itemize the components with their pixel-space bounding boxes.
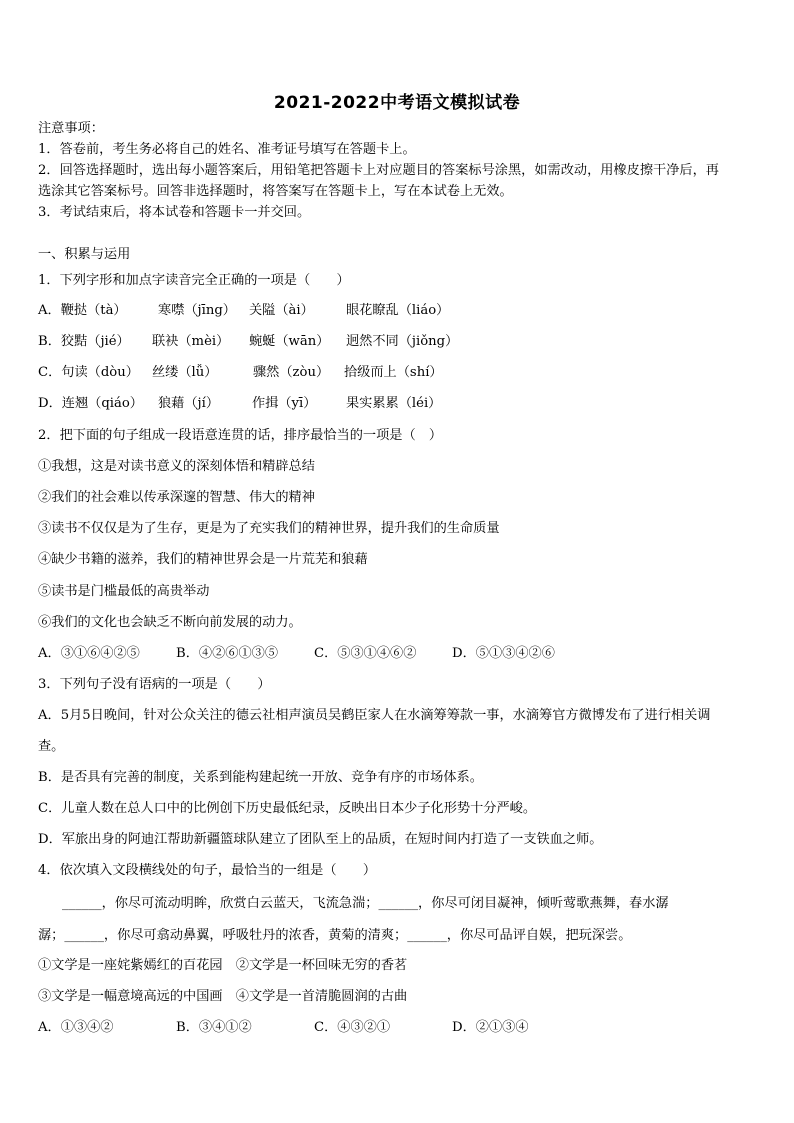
question-4-items: ①文学是一座姹紫嫣红的百花园 ②文学是一杯回味无穷的香茗 xyxy=(38,958,408,973)
note-item-2-cont: 选涂其它答案标号。回答非选择题时，将答案写在答题卡上，写在本试卷上无效。 xyxy=(38,184,513,199)
option-word: 作揖（yī） xyxy=(252,396,317,411)
question-3-option-d: D．军旅出身的阿迪江帮助新疆篮球队建立了团队至上的品质，在短时间内打造了一支铁血之师。 xyxy=(38,832,603,847)
option-word: 迥然不同（jiǒng） xyxy=(346,334,459,349)
question-2-item: ①我想，这是对读书意义的深刻体悟和精辟总结 xyxy=(38,459,315,474)
question-3-option-a-cont: 查。 xyxy=(38,739,65,754)
question-3-option-a: A．5月5日晚间，针对公众关注的德云社相声演员吴鹤臣家人在水滴筹筹款一事，水滴筹官方微博发布了进行相关调 xyxy=(38,708,711,723)
option-word: 狼藉（jí） xyxy=(158,396,220,411)
question-4-items-cont: ③文学是一幅意境高远的中国画 ④文学是一首清脆圆润的古曲 xyxy=(38,989,408,1004)
option-word: 关隘（ài） xyxy=(249,303,314,318)
question-2-item: ④缺少书籍的滋养，我们的精神世界会是一片荒芜和狼藉 xyxy=(38,552,368,567)
option-word: 寒噤（jīng） xyxy=(158,303,236,318)
question-2-item: ⑤读书是门槛最低的高贵举动 xyxy=(38,584,210,599)
option-b: B．③④①② xyxy=(176,1020,252,1035)
page-title: 2021-2022中考语文模拟试卷 xyxy=(273,93,521,113)
question-4-options xyxy=(38,1019,758,1037)
notes-heading: 注意事项： xyxy=(38,121,104,136)
option-a: A．③①⑥④②⑤ xyxy=(38,646,140,661)
option-c: C．⑤③①④⑥② xyxy=(314,646,417,661)
section-heading: 一、积累与运用 xyxy=(38,247,131,262)
question-4-passage-cont: 潺；______，你尽可翕动鼻翼，呼吸牡丹的浓香，黄菊的清爽；______，你尽可品评自娱，把玩深尝。 xyxy=(38,928,632,943)
question-3-option-b: B．是否具有完善的制度，关系到能构建起统一开放、竞争有序的市场体系。 xyxy=(38,770,483,785)
option-word: 果实累累（léi） xyxy=(346,396,442,411)
option-word: 拾级而上（shí） xyxy=(344,365,443,380)
option-word: D．连翘（qiáo） xyxy=(38,396,143,411)
option-d: D．⑤①③④②⑥ xyxy=(452,646,555,661)
question-1-stem: 1．下列字形和加点字读音完全正确的一项是（ ） xyxy=(38,273,350,288)
option-word: 联袂（mèi） xyxy=(152,334,230,349)
question-2-item: ②我们的社会难以传承深邃的智慧、伟大的精神 xyxy=(38,490,315,505)
question-1-option-c xyxy=(38,364,758,382)
note-item-2: 2．回答选择题时，选出每小题答案后，用铅笔把答题卡上对应题目的答案标号涂黑，如需改动，用橡皮擦干净后，再 xyxy=(38,163,719,178)
option-word: A．鞭挞（tà） xyxy=(38,303,127,318)
option-word: 蜿蜒（wān） xyxy=(249,334,330,349)
option-word: 丝缕（lǚ） xyxy=(152,365,218,380)
question-2-stem: 2．把下面的句子组成一段语意连贯的话，排序最恰当的一项是（ ） xyxy=(38,428,443,443)
option-d: D．②①③④ xyxy=(452,1020,529,1035)
option-word: C．句读（dòu） xyxy=(38,365,139,380)
question-1-option-d xyxy=(38,395,758,413)
question-2-item: ③读书不仅仅是为了生存，更是为了充实我们的精神世界，提升我们的生命质量 xyxy=(38,521,500,536)
option-c: C．④③②① xyxy=(314,1020,391,1035)
question-4-stem: 4．依次填入文段横线处的句子，最恰当的一组是（ ） xyxy=(38,863,377,878)
question-1-option-a xyxy=(38,302,758,320)
note-item-1: 1．答卷前，考生务必将自己的姓名、准考证号填写在答题卡上。 xyxy=(38,142,416,157)
question-2-options xyxy=(38,645,758,663)
option-a: A．①③④② xyxy=(38,1020,114,1035)
question-2-item: ⑥我们的文化也会缺乏不断向前发展的动力。 xyxy=(38,615,302,630)
question-1-option-b xyxy=(38,333,758,351)
question-4-passage: ______，你尽可流动明眸，欣赏白云蓝天，飞流急湍；______，你尽可闭目凝神，倾听莺歌燕舞，春水潺 xyxy=(62,896,669,911)
option-word: 骤然（zòu） xyxy=(253,365,330,380)
option-b: B．④②⑥①③⑤ xyxy=(176,646,279,661)
note-item-3: 3．考试结束后，将本试卷和答题卡一并交回。 xyxy=(38,205,311,220)
option-word: 眼花瞭乱（liáo） xyxy=(346,303,450,318)
question-3-stem: 3．下列句子没有语病的一项是（ ） xyxy=(38,677,271,692)
option-word: B．狡黠（jié） xyxy=(38,334,130,349)
question-3-option-c: C．儿童人数在总人口中的比例创下历史最低纪录，反映出日本少子化形势十分严峻。 xyxy=(38,801,537,816)
